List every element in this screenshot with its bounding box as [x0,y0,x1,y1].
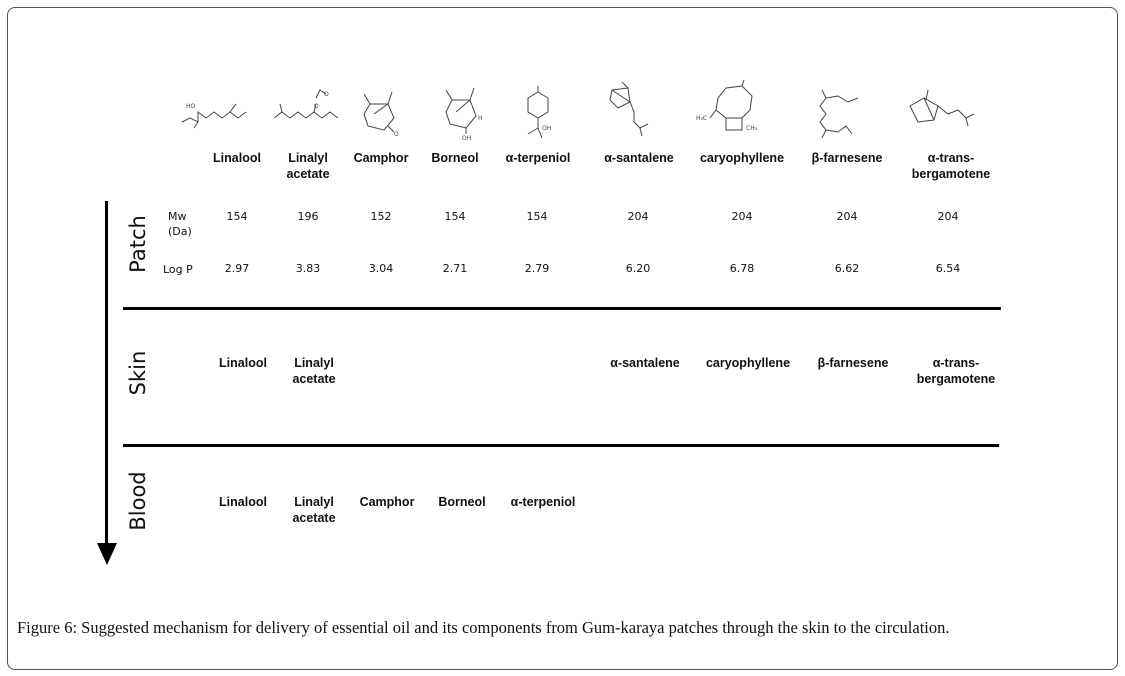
mw-value: 154 [526,210,548,223]
mw-value: 154 [226,210,248,223]
mw-value: 204 [627,210,649,223]
mw-value: 196 [297,210,319,223]
skin-acetate: acetate [292,372,336,386]
ho-label: HO [186,103,196,110]
flow-arrow-shaft [105,201,108,545]
logp-value: 6.78 [729,262,755,275]
blood-linalool: Linalool [219,495,267,509]
header-bergamotene-word: bergamotene [911,167,991,181]
skin-linalyl-acetate [284,355,344,387]
linalool-structure-icon [180,98,260,134]
header-camphor: Camphor [353,151,409,165]
header-caryophyllene: caryophyllene [699,151,785,165]
mw-label-line2: (Da) [168,225,192,238]
caryophyllene-structure-icon [696,78,766,142]
caption-text: Suggested mechanism for delivery of essential oil and its components from Gum-karaya patches through the skin to the circulation. [77,618,950,637]
header-bergamotene [908,150,994,182]
h-label: H [478,115,483,122]
logp-value: 2.71 [442,262,468,275]
mw-value: 204 [937,210,959,223]
linalyl-acetate-structure-icon [272,84,352,134]
skin-linalyl: Linalyl [294,356,334,370]
logp-value: 6.20 [625,262,651,275]
header-farnesene: β-farnesene [811,151,883,165]
mw-value: 152 [370,210,392,223]
skin-alpha-trans: α-trans- [932,356,980,370]
o-label-2: O [314,103,319,110]
stage-blood: Blood [126,471,150,531]
header-acetate: acetate [286,167,330,181]
logp-value: 3.04 [368,262,394,275]
oh-label-1: OH [462,135,472,142]
stage-patch: Patch [126,215,150,273]
logp-value: 2.97 [224,262,250,275]
terpeniol-structure-icon [516,84,560,144]
mw-value: 204 [836,210,858,223]
caption-label: Figure 6: [17,618,78,637]
logp-label: Log P [163,263,193,276]
blood-linalyl: Linalyl [294,495,334,509]
divider-patch-skin [123,307,1001,310]
divider-skin-blood [123,444,999,447]
blood-camphor: Camphor [359,495,415,509]
logp-value: 3.83 [295,262,321,275]
header-borneol: Borneol [431,151,479,165]
logp-value: 6.54 [935,262,961,275]
h3c-label: H₃C [696,115,708,122]
mw-label [168,209,192,239]
farnesene-structure-icon [808,86,868,142]
borneol-structure-icon [440,84,490,142]
flow-arrow-head-icon [97,543,117,565]
header-linalool: Linalool [213,151,261,165]
mw-value: 154 [444,210,466,223]
blood-terpeniol: α-terpeniol [510,495,576,509]
logp-value: 6.62 [834,262,860,275]
skin-santalene: α-santalene [610,356,680,370]
stage-skin: Skin [126,350,150,396]
blood-linalyl-acetate [284,494,344,526]
header-linalyl: Linalyl [288,151,328,165]
figure-caption [17,618,950,638]
header-santalene: α-santalene [604,151,674,165]
o-label-3: O [394,131,399,138]
blood-acetate: acetate [292,511,336,525]
skin-farnesene: β-farnesene [817,356,889,370]
skin-bergamotene [913,355,999,387]
camphor-structure-icon [360,88,404,140]
santalene-structure-icon [600,78,660,140]
bergamotene-structure-icon [904,86,984,138]
skin-caryophyllene: caryophyllene [705,356,791,370]
header-linalyl-acetate [278,150,338,182]
oh-label-2: OH [542,125,552,132]
blood-borneol: Borneol [438,495,486,509]
mw-label-line1: Mw [168,210,187,223]
header-terpeniol: α-terpeniol [505,151,571,165]
o-label-1: O [324,91,329,98]
mw-value: 204 [731,210,753,223]
skin-linalool: Linalool [219,356,267,370]
logp-value: 2.79 [524,262,550,275]
ch3-label: CH₃ [746,125,758,132]
header-alpha-trans: α-trans- [927,151,975,165]
skin-bergamotene-word: bergamotene [916,372,996,386]
